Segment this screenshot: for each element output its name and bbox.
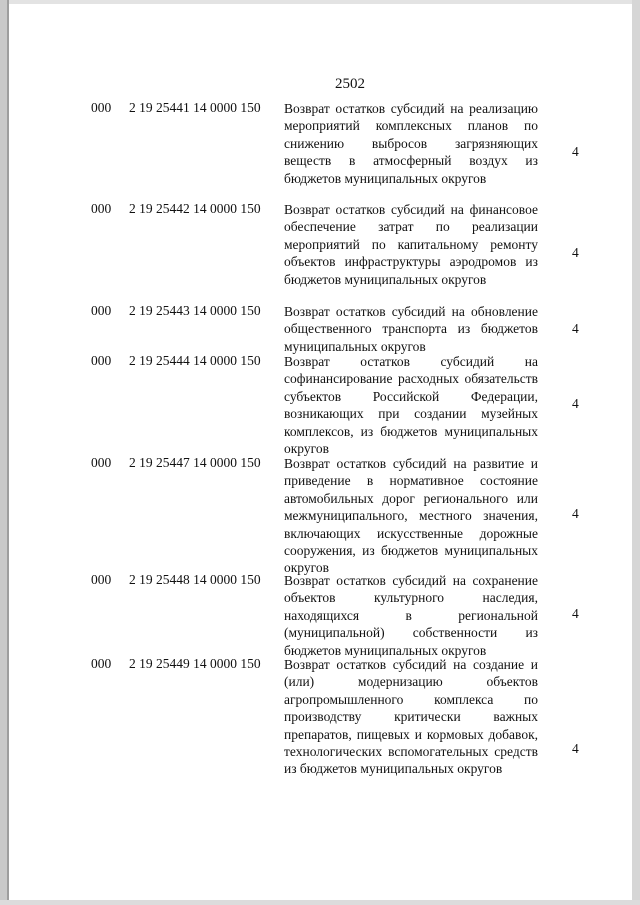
value-cell: 4 (572, 606, 579, 621)
value-cell: 4 (572, 245, 579, 260)
code-cell: 000 (91, 572, 112, 587)
scan-border-left (0, 0, 9, 905)
code-cell: 000 (91, 303, 112, 318)
scan-border-right (632, 0, 640, 905)
value-cell: 4 (572, 321, 579, 336)
code-cell: 000 (91, 353, 112, 368)
code-cell: 000 (91, 656, 112, 671)
description-cell: Возврат остатков субсидий на финансовое обеспечение затрат по реализации мероприятий по капитальному ремонту объектов инфраструктуры аэродромов из бюджетов муниципальных округов (284, 202, 538, 287)
kbk-cell: 2 19 25444 14 0000 150 (129, 353, 261, 368)
description-cell: Возврат остатков субсидий на сохранение объектов культурного наследия, находящихся в региональной (муниципальной) собственности из бюджетов муниципальных округов (284, 573, 538, 658)
kbk-cell: 2 19 25449 14 0000 150 (129, 656, 261, 671)
description-cell: Возврат остатков субсидий на создание и (или) модернизацию объектов агропромышленного комплекса по производству критически важных препаратов, пищевых и кормовых добавок, технологических вспомогательных средств из бюджетов муниципальных округов (284, 657, 538, 777)
kbk-cell: 2 19 25442 14 0000 150 (129, 201, 261, 216)
value-cell: 4 (572, 741, 579, 756)
kbk-cell: 2 19 25448 14 0000 150 (129, 572, 261, 587)
description-cell: Возврат остатков субсидий на развитие и приведение в нормативное состояние автомобильных дорог регионального или межмуниципального, местного значения, включающих искусственные дорожные сооружения, из бюджетов муниципальных округов (284, 456, 538, 576)
value-cell: 4 (572, 396, 579, 411)
code-cell: 000 (91, 455, 112, 470)
kbk-cell: 2 19 25447 14 0000 150 (129, 455, 261, 470)
description-cell: Возврат остатков субсидий на обновление общественного транспорта из бюджетов муниципальных округов (284, 304, 538, 354)
kbk-cell: 2 19 25441 14 0000 150 (129, 100, 261, 115)
page-number: 2502 (335, 76, 365, 92)
scan-border-top (0, 0, 640, 4)
value-cell: 4 (572, 144, 579, 159)
kbk-cell: 2 19 25443 14 0000 150 (129, 303, 261, 318)
description-cell: Возврат остатков субсидий на реализацию мероприятий комплексных планов по снижению выбросов загрязняющих веществ в атмосферный воздух из бюджетов муниципальных округов (284, 101, 538, 186)
code-cell: 000 (91, 100, 112, 115)
description-cell: Возврат остатков субсидий на софинансирование расходных обязательств субъектов Российской Федерации, возникающих при создании музейных комплексов, из бюджетов муниципальных округов (284, 354, 538, 457)
value-cell: 4 (572, 506, 579, 521)
scan-border-bottom (0, 900, 640, 905)
code-cell: 000 (91, 201, 112, 216)
